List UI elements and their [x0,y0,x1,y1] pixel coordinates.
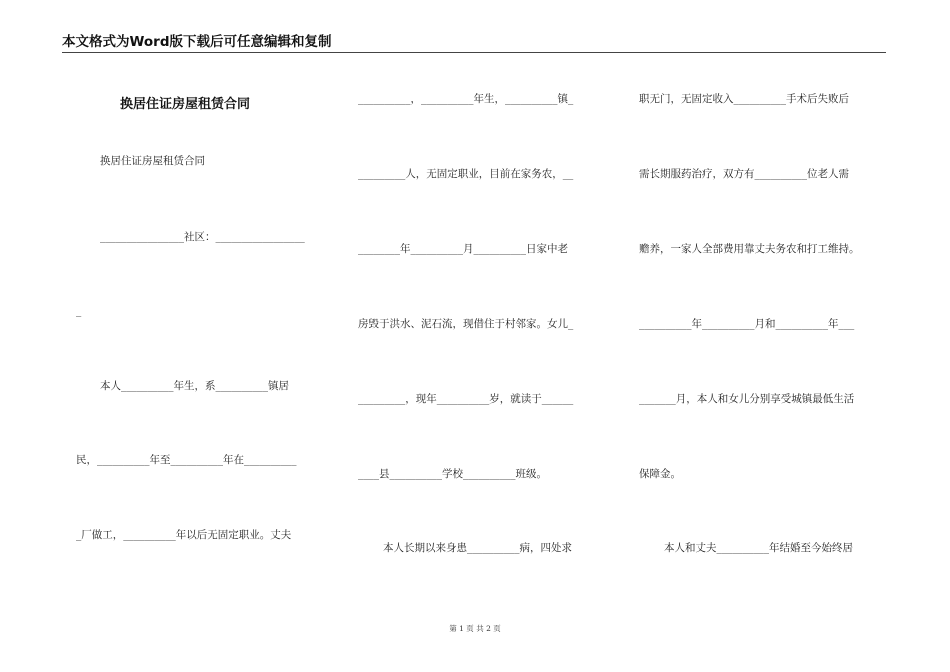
col3-line: 赡养，一家人全部费用靠丈夫务农和打工维持。 [639,243,860,255]
col1-line: 民，__________年至__________年在__________ [76,454,297,466]
col1-line: 本人__________年生，系__________镇居 [100,380,289,392]
col3-line: 本人和丈夫__________年结婚至今始终居 [664,542,853,554]
header-text: 本文格式为Word版下载后可任意编辑和复制 [62,34,332,50]
col2-line: ____县__________学校__________班级。 [358,468,547,480]
col2-line: ________年__________月__________日家中老 [358,243,568,255]
col3-line: __________年__________月和__________年___ [639,318,855,330]
col2-line: __________，__________年生，__________镇_ [358,93,574,105]
col2-line: 房毁于洪水、泥石流，现借住于村邻家。女儿_ [358,318,574,330]
page-footer: 第 1 页 共 2 页 [449,624,501,633]
col1-line: _ [76,305,82,317]
document-title: 换居住证房屋租赁合同 [120,97,251,112]
col3-line: 职无门，无固定收入__________手术后失败后 [639,93,849,105]
col3-line: 保障金。 [639,468,681,480]
col3-line: _______月，本人和女儿分别享受城镇最低生活 [639,393,855,405]
col1-line: _厂做工，__________年以后无固定职业。丈夫 [76,529,292,541]
col2-line: _________人，无固定职业，目前在家务农，__ [358,168,574,180]
col2-line: _________，现年__________岁，就读于______ [358,393,574,405]
col1-line: ________________社区：_________________ [100,231,305,243]
col2-line: 本人长期以来身患__________病，四处求 [383,542,572,554]
col1-line: 换居住证房屋租赁合同 [100,155,205,167]
page-header [62,34,886,53]
col3-line: 需长期服药治疗，双方有__________位老人需 [639,168,849,180]
